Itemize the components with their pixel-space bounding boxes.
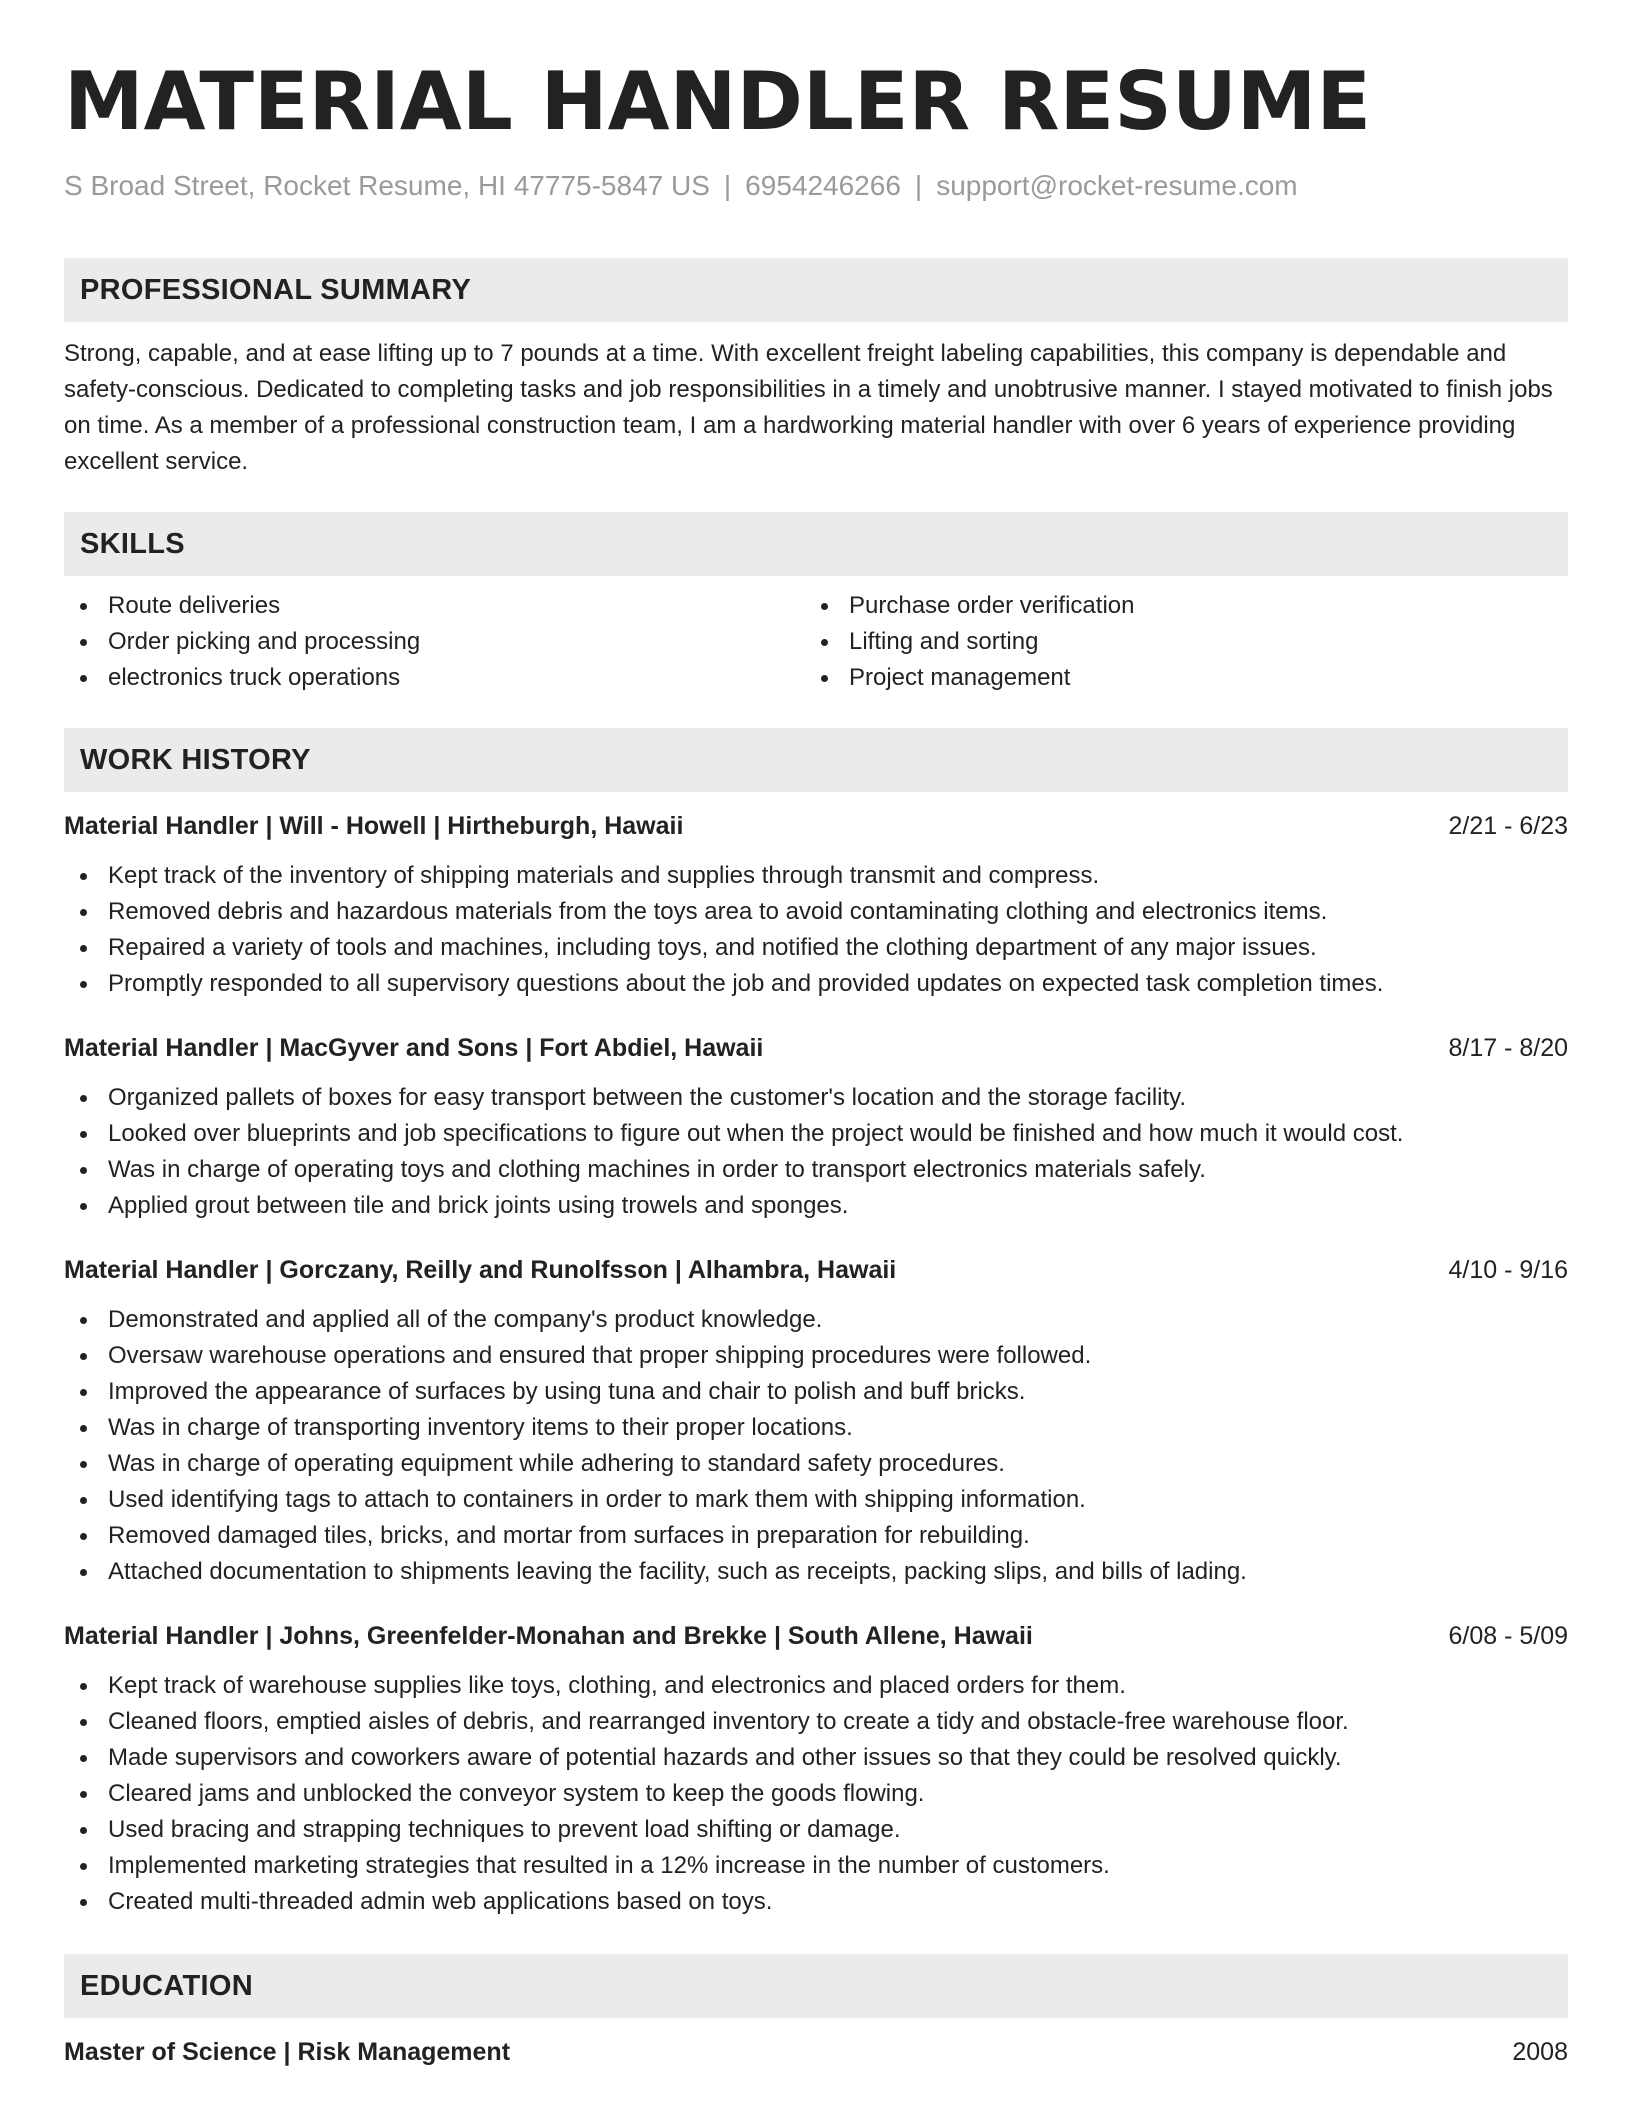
skill-item: Route deliveries bbox=[64, 588, 805, 624]
job-duty: Was in charge of transporting inventory items to their proper locations. bbox=[64, 1410, 1568, 1446]
skill-item: Project management bbox=[805, 660, 1546, 696]
job-entry bbox=[64, 1030, 1568, 1224]
job-entry bbox=[64, 808, 1568, 1002]
education-heading: EDUCATION bbox=[64, 1954, 1568, 2018]
skill-item: Purchase order verification bbox=[805, 588, 1546, 624]
job-duties bbox=[64, 1302, 1568, 1590]
job-entry bbox=[64, 1252, 1568, 1590]
job-duty: Used identifying tags to attach to containers in order to mark them with shipping information. bbox=[64, 1482, 1568, 1518]
job-dates: 6/08 - 5/09 bbox=[1448, 1622, 1568, 1650]
job-duty: Improved the appearance of surfaces by using tuna and chair to polish and buff bricks. bbox=[64, 1374, 1568, 1410]
job-duty: Was in charge of operating toys and clothing machines in order to transport electronics materials safely. bbox=[64, 1152, 1568, 1188]
skills-column-right bbox=[805, 588, 1546, 696]
job-dates: 8/17 - 8/20 bbox=[1448, 1034, 1568, 1062]
job-duty: Used bracing and strapping techniques to prevent load shifting or damage. bbox=[64, 1812, 1568, 1848]
job-duty: Repaired a variety of tools and machines, including toys, and notified the clothing department of any major issues. bbox=[64, 930, 1568, 966]
job-duty: Cleaned floors, emptied aisles of debris, and rearranged inventory to create a tidy and obstacle-free warehouse floor. bbox=[64, 1704, 1568, 1740]
job-duty: Kept track of the inventory of shipping materials and supplies through transmit and compress. bbox=[64, 858, 1568, 894]
work-history-heading: WORK HISTORY bbox=[64, 728, 1568, 792]
skill-item: Order picking and processing bbox=[64, 624, 805, 660]
contact-line bbox=[64, 166, 1568, 206]
job-duties bbox=[64, 858, 1568, 1002]
skill-item: electronics truck operations bbox=[64, 660, 805, 696]
job-duty: Made supervisors and coworkers aware of potential hazards and other issues so that they could be resolved quickly. bbox=[64, 1740, 1568, 1776]
job-dates: 2/21 - 6/23 bbox=[1448, 812, 1568, 840]
job-duty: Demonstrated and applied all of the company's product knowledge. bbox=[64, 1302, 1568, 1338]
contact-phone: 6954246266 bbox=[745, 170, 901, 201]
job-duty: Removed debris and hazardous materials from the toys area to avoid contaminating clothing and electronics items. bbox=[64, 894, 1568, 930]
job-dates: 4/10 - 9/16 bbox=[1448, 1256, 1568, 1284]
job-title: Material Handler | Gorczany, Reilly and Runolfsson | Alhambra, Hawaii bbox=[64, 1256, 897, 1284]
job-header bbox=[64, 808, 1568, 844]
job-duty: Organized pallets of boxes for easy transport between the customer's location and the storage facility. bbox=[64, 1080, 1568, 1116]
contact-separator: | bbox=[914, 170, 923, 201]
education-degree: Master of Science | Risk Management bbox=[64, 2038, 511, 2066]
job-duty: Promptly responded to all supervisory questions about the job and provided updates on expected task completion times. bbox=[64, 966, 1568, 1002]
job-duties bbox=[64, 1080, 1568, 1224]
education-entry bbox=[64, 2034, 1568, 2070]
summary-heading: PROFESSIONAL SUMMARY bbox=[64, 258, 1568, 322]
education-year: 2008 bbox=[1512, 2038, 1568, 2066]
job-title: Material Handler | Will - Howell | Hirtheburgh, Hawaii bbox=[64, 812, 684, 840]
skill-item: Lifting and sorting bbox=[805, 624, 1546, 660]
summary-text: Strong, capable, and at ease lifting up to 7 pounds at a time. With excellent freight labeling capabilities, this company is dependable and safety-conscious. Dedicated to completing tasks and job responsibilities in a timely and unobtrusive manner. I stayed motivated to finish jobs on time. As a member of a professional construction team, I am a hardworking material handler with over 6 years of experience providing excellent service. bbox=[64, 340, 1553, 475]
job-duty: Created multi-threaded admin web applications based on toys. bbox=[64, 1884, 1568, 1920]
job-duty: Kept track of warehouse supplies like toys, clothing, and electronics and placed orders for them. bbox=[64, 1668, 1568, 1704]
job-header bbox=[64, 1618, 1568, 1654]
job-duty: Oversaw warehouse operations and ensured that proper shipping procedures were followed. bbox=[64, 1338, 1568, 1374]
job-duty: Removed damaged tiles, bricks, and mortar from surfaces in preparation for rebuilding. bbox=[64, 1518, 1568, 1554]
job-header bbox=[64, 1030, 1568, 1066]
contact-address: S Broad Street, Rocket Resume, HI 47775-5847 US bbox=[64, 170, 710, 201]
job-duty: Attached documentation to shipments leaving the facility, such as receipts, packing slips, and bills of lading. bbox=[64, 1554, 1568, 1590]
job-title: Material Handler | MacGyver and Sons | Fort Abdiel, Hawaii bbox=[64, 1034, 764, 1062]
contact-separator: | bbox=[723, 170, 732, 201]
job-duty: Applied grout between tile and brick joints using trowels and sponges. bbox=[64, 1188, 1568, 1224]
job-duties bbox=[64, 1668, 1568, 1920]
skills-heading: SKILLS bbox=[64, 512, 1568, 576]
job-header bbox=[64, 1252, 1568, 1288]
job-title: Material Handler | Johns, Greenfelder-Monahan and Brekke | South Allene, Hawaii bbox=[64, 1622, 1033, 1650]
job-duty: Was in charge of operating equipment while adhering to standard safety procedures. bbox=[64, 1446, 1568, 1482]
job-duty: Implemented marketing strategies that resulted in a 12% increase in the number of customers. bbox=[64, 1848, 1568, 1884]
job-duty: Cleared jams and unblocked the conveyor system to keep the goods flowing. bbox=[64, 1776, 1568, 1812]
job-duty: Looked over blueprints and job specifications to figure out when the project would be finished and how much it would cost. bbox=[64, 1116, 1568, 1152]
skills-list bbox=[64, 588, 1568, 696]
resume-title: MATERIAL HANDLER RESUME bbox=[64, 55, 1372, 148]
job-entry bbox=[64, 1618, 1568, 1920]
contact-email: support@rocket-resume.com bbox=[936, 170, 1298, 201]
skills-column-left bbox=[64, 588, 805, 696]
